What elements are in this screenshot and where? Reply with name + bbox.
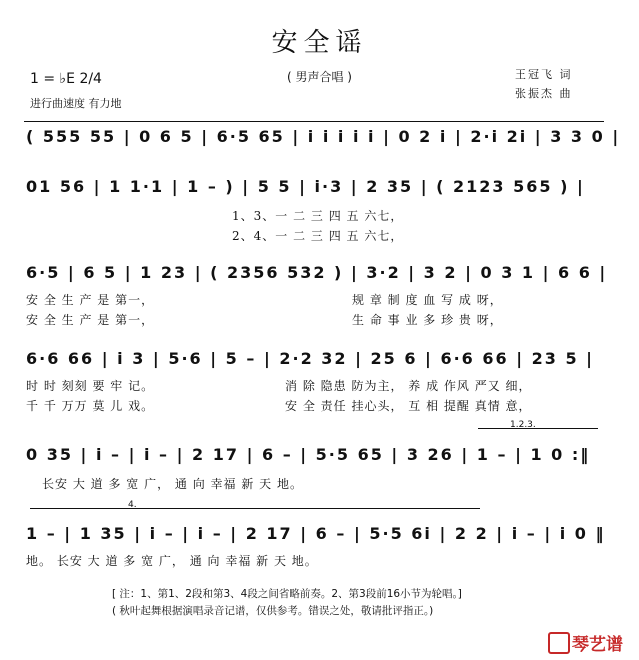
brand-logo-icon xyxy=(548,632,570,654)
lyric-line-5: 长安 大 道 多 宽 广， 通 向 幸福 新 天 地。 xyxy=(42,477,303,491)
volta-label-1: 1.2.3. xyxy=(510,420,536,430)
score-line-6: 1 – | 1 35 | i – | i – | 2 17 | 6 – | 5·5 6i | 2 2 | i – | i 0 ‖ xyxy=(26,524,606,543)
score-line-4: 6·6 66 | i 3 | 5·6 | 5 – | 2·2 32 | 25 6 | 6·6 66 | 23 5 | xyxy=(26,349,595,368)
footnote-2: ( 秋叶起舞根据演唱录音记谱，仅供参考。错误之处，敬请批评指正。) xyxy=(112,605,434,617)
score-line-5: 0 35 | i – | i – | 2 17 | 6 – | 5·5 65 | 3 26 | 1 – | 1 0 :‖ xyxy=(26,445,591,464)
lyric-line-3-verse-1a: 安 全 生 产 是 第一， xyxy=(26,293,155,307)
page-title: 安全谣 xyxy=(271,28,368,58)
volta-bracket-4 xyxy=(30,508,480,509)
brand-logo-text: 琴艺谱 xyxy=(572,635,623,655)
lyric-line-2-verse-2: 2、4、一 二 三 四 五 六七， xyxy=(232,229,404,243)
lyric-line-4-verse-1b: 消 除 隐患 防为主， 养 成 作风 严又 细， xyxy=(285,379,532,393)
lyric-line-4-verse-2b: 安 全 责任 挂心头， 互 相 提醒 真情 意， xyxy=(285,399,532,413)
score-line-2: 01 56 | 1 1·1 | 1 – ) | 5 5 | i·3 | 2 35 | ( 2123 565 ) | xyxy=(26,177,585,196)
lyric-line-4-verse-1a: 时 时 刻刻 要 牢 记。 xyxy=(26,379,155,393)
volta-label-4: 4. xyxy=(128,500,137,510)
lyric-line-3-verse-1b: 规 章 制 度 血 写 成 呀， xyxy=(352,293,503,307)
lyric-line-4-verse-2a: 千 千 万万 莫 儿 戏。 xyxy=(26,399,155,413)
footnote-1: [ 注：1、第1、2段和第3、4段之间省略前奏。2、第3段前16小节为轮唱。] xyxy=(112,588,462,600)
score-line-3: 6·5 | 6 5 | 1 23 | ( 2356 532 ) | 3·2 | 3 2 | 0 3 1 | 6 6 | xyxy=(26,263,608,282)
score-line-1: ( 555 55 | 0 6 5 | 6·5 65 | i i i i i | 0 2 i | 2·i 2i | 3 3 0 | xyxy=(26,127,621,146)
subtitle: ( 男声合唱 ) xyxy=(287,70,352,84)
volta-bracket-1 xyxy=(478,428,598,429)
lyric-line-6: 地。 长安 大 道 多 宽 广， 通 向 幸福 新 天 地。 xyxy=(26,554,318,568)
tempo-marking: 进行曲速度 有力地 xyxy=(30,97,122,110)
lyric-line-3-verse-2b: 生 命 事 业 多 珍 贵 呀， xyxy=(352,313,503,327)
composer-credit: 张振杰 曲 xyxy=(515,87,573,100)
lyric-line-3-verse-2a: 安 全 生 产 是 第一， xyxy=(26,313,155,327)
lyric-line-2-verse-1: 1、3、一 二 三 四 五 六七， xyxy=(232,209,404,223)
staff-rule-top xyxy=(24,121,604,122)
lyricist-credit: 王冠飞 词 xyxy=(515,68,573,81)
key-signature: 1 = ♭E 2/4 xyxy=(30,71,102,87)
